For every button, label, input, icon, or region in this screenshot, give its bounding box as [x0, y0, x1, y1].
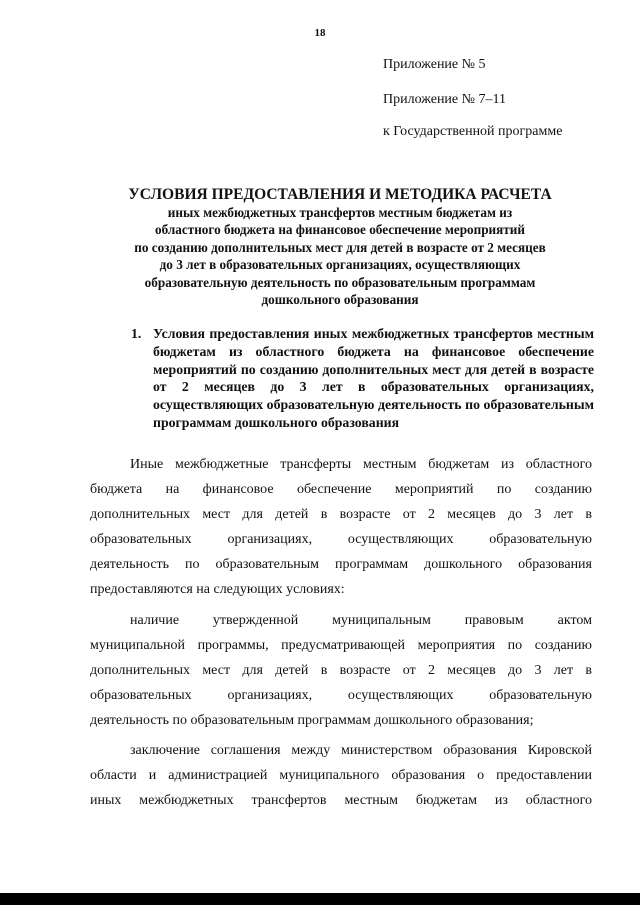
- paragraph-line: дополнительных мест для детей в возрасте от 2 месяцев до 3 лет в: [90, 507, 592, 522]
- appendix-line-1: Приложение № 5: [383, 57, 486, 72]
- appendix-line-2: Приложение № 7–11: [383, 92, 506, 107]
- section-1-heading-text: Условия предоставления иных межбюджетных трансфертов местным бюджетам из областного бюджета на финансовое обеспечение мероприятий по созданию дополнительных мест для детей в возрасте от 2 месяцев до 3 лет в образовательных организациях, осуществляющих образовательную деятельность по образовательным программам дошкольного образования: [153, 326, 594, 430]
- document-title: [70, 186, 610, 308]
- title-sub-line: дошкольного образования: [261, 292, 419, 308]
- paragraph-line: заключение соглашения между министерством образования Кировской: [130, 743, 592, 758]
- paragraph-line: наличие утвержденной муниципальным правовым актом: [130, 613, 592, 628]
- paragraph-line: дополнительных мест для детей в возрасте от 2 месяцев до 3 лет в: [90, 663, 592, 678]
- paragraph-3: [90, 741, 592, 816]
- title-sub-line: по созданию дополнительных мест для детей в возрасте от 2 месяцев: [134, 239, 546, 255]
- paragraph-line: муниципальной программы, предусматривающей мероприятия по созданию: [90, 638, 592, 653]
- paragraph-line: иных межбюджетных трансфертов местным бюджетам из областного: [90, 793, 592, 808]
- paragraph-line: образовательных организациях, осуществляющих образовательную: [90, 688, 592, 703]
- paragraph-line: деятельность по образовательным программам дошкольного образования: [90, 557, 592, 572]
- title-main: УСЛОВИЯ ПРЕДОСТАВЛЕНИЯ И МЕТОДИКА РАСЧЕТА: [128, 186, 552, 203]
- paragraph-line: бюджета на финансовое обеспечение мероприятий по созданию: [90, 482, 592, 497]
- paragraph-1: [90, 455, 592, 605]
- title-sub-line: областного бюджета на финансовое обеспечение мероприятий: [155, 222, 525, 238]
- section-1-number: 1.: [131, 326, 142, 341]
- appendix-line-3: к Государственной программе: [383, 124, 563, 139]
- section-1-heading: [131, 325, 594, 432]
- scan-bottom-edge: [0, 893, 640, 905]
- title-sub-line: образовательную деятельность по образовательным программам: [144, 274, 536, 290]
- title-sub-line: до 3 лет в образовательных организациях, осуществляющих: [159, 257, 521, 273]
- paragraph-line: Иные межбюджетные трансферты местным бюджетам из областного: [130, 457, 592, 472]
- paragraph-line: образовательных организациях, осуществляющих образовательную: [90, 532, 592, 547]
- page-number: 18: [314, 27, 326, 39]
- paragraph-line: области и администрацией муниципального образования о предоставлении: [90, 768, 592, 783]
- title-sub-line: иных межбюджетных трансфертов местным бюджетам из: [167, 205, 513, 220]
- paragraph-2: [90, 611, 592, 736]
- paragraph-line: деятельность по образовательным программам дошкольного образования;: [90, 713, 534, 728]
- paragraph-line: предоставляются на следующих условиях:: [90, 582, 345, 597]
